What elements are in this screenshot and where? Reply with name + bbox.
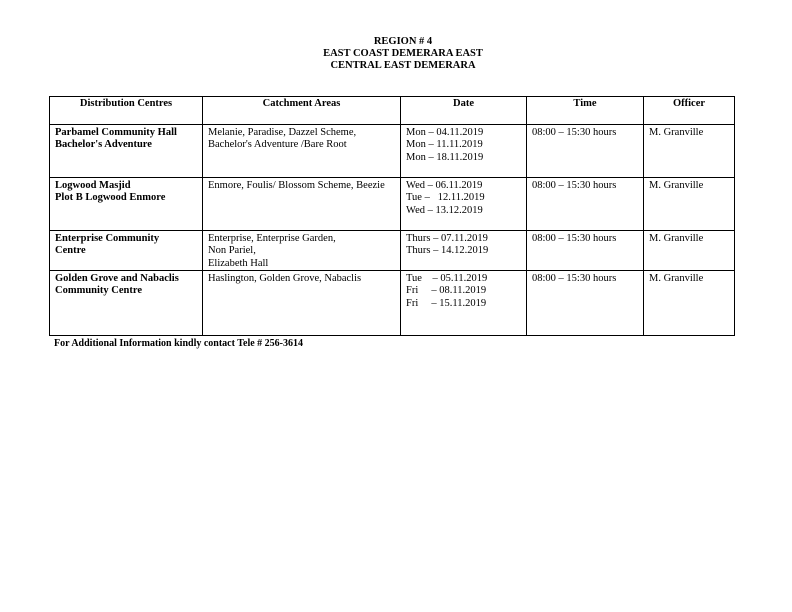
area-line: Melanie, Paradise, Dazzel Scheme,: [208, 127, 357, 138]
officer-cell: M. Granville: [644, 125, 735, 178]
column-header: Distribution Centres: [50, 97, 203, 125]
time-cell: 08:00 – 15:30 hours: [527, 125, 644, 178]
area-line: Bachelor's Adventure /Bare Root: [208, 139, 347, 151]
table-row: [50, 271, 735, 336]
date-cell: [401, 178, 527, 231]
centre-line: Enterprise Community: [55, 233, 160, 244]
date-line: Wed – 06.11.2019: [406, 180, 483, 191]
catchment-areas-cell: [203, 178, 401, 231]
distribution-schedule-table: [49, 96, 735, 336]
time-cell: 08:00 – 15:30 hours: [527, 178, 644, 231]
distribution-centre-cell: [50, 178, 203, 231]
officer-cell: M. Granville: [644, 271, 735, 336]
distribution-centre-cell: [50, 231, 203, 271]
table-header-row: [50, 97, 735, 125]
date-line: Mon – 11.11.2019: [406, 139, 483, 151]
officer-cell: M. Granville: [644, 178, 735, 231]
column-header: Catchment Areas: [203, 97, 401, 125]
date-line: Fri – 08.11.2019: [406, 285, 487, 297]
area-line: Non Pariel,: [208, 245, 256, 257]
date-line: Mon – 18.11.2019: [406, 151, 484, 163]
time-cell: 08:00 – 15:30 hours: [527, 231, 644, 271]
centre-line: Logwood Masjid: [55, 180, 131, 191]
area-line: Enterprise, Enterprise Garden,: [208, 233, 336, 244]
date-line: Fri – 15.11.2019: [406, 297, 487, 309]
date-line: Wed – 13.12.2019: [406, 204, 483, 216]
contact-footer: For Additional Information kindly contact Tele # 256-3614: [54, 338, 304, 349]
area-line: Elizabeth Hall: [208, 257, 269, 269]
date-line: Thurs – 14.12.2019: [406, 245, 489, 257]
column-header: Time: [527, 97, 644, 125]
catchment-areas-cell: [203, 125, 401, 178]
centre-line: Plot B Logwood Enmore: [55, 192, 166, 204]
centre-line: Bachelor's Adventure: [55, 139, 152, 151]
date-cell: [401, 231, 527, 271]
officer-cell: M. Granville: [644, 231, 735, 271]
centre-line: Golden Grove and Nabaclis: [55, 273, 179, 284]
date-cell: [401, 271, 527, 336]
region-title: REGION # 4: [373, 36, 433, 47]
area-line: Enmore, Foulis/ Blossom Scheme, Beezie: [208, 180, 385, 191]
centre-line: Community Centre: [55, 285, 143, 297]
district-title: EAST COAST DEMERARA EAST: [323, 48, 483, 59]
distribution-centre-cell: [50, 271, 203, 336]
column-header: Date: [401, 97, 527, 125]
catchment-areas-cell: [203, 231, 401, 271]
catchment-areas-cell: [203, 271, 401, 336]
distribution-centre-cell: [50, 125, 203, 178]
date-line: Mon – 04.11.2019: [406, 127, 484, 138]
date-line: Tue – 05.11.2019: [406, 273, 488, 284]
column-header: Officer: [644, 97, 735, 125]
sub-district-title: CENTRAL EAST DEMERARA: [330, 60, 476, 71]
date-line: Tue – 12.11.2019: [406, 192, 485, 204]
centre-line: Centre: [55, 245, 86, 257]
document-header: [0, 36, 792, 72]
centre-line: Parbamel Community Hall: [55, 127, 177, 138]
date-line: Thurs – 07.11.2019: [406, 233, 488, 244]
table-row: [50, 125, 735, 178]
table-row: [50, 178, 735, 231]
table-row: [50, 231, 735, 271]
area-line: Haslington, Golden Grove, Nabaclis: [208, 273, 362, 284]
time-cell: 08:00 – 15:30 hours: [527, 271, 644, 336]
date-cell: [401, 125, 527, 178]
